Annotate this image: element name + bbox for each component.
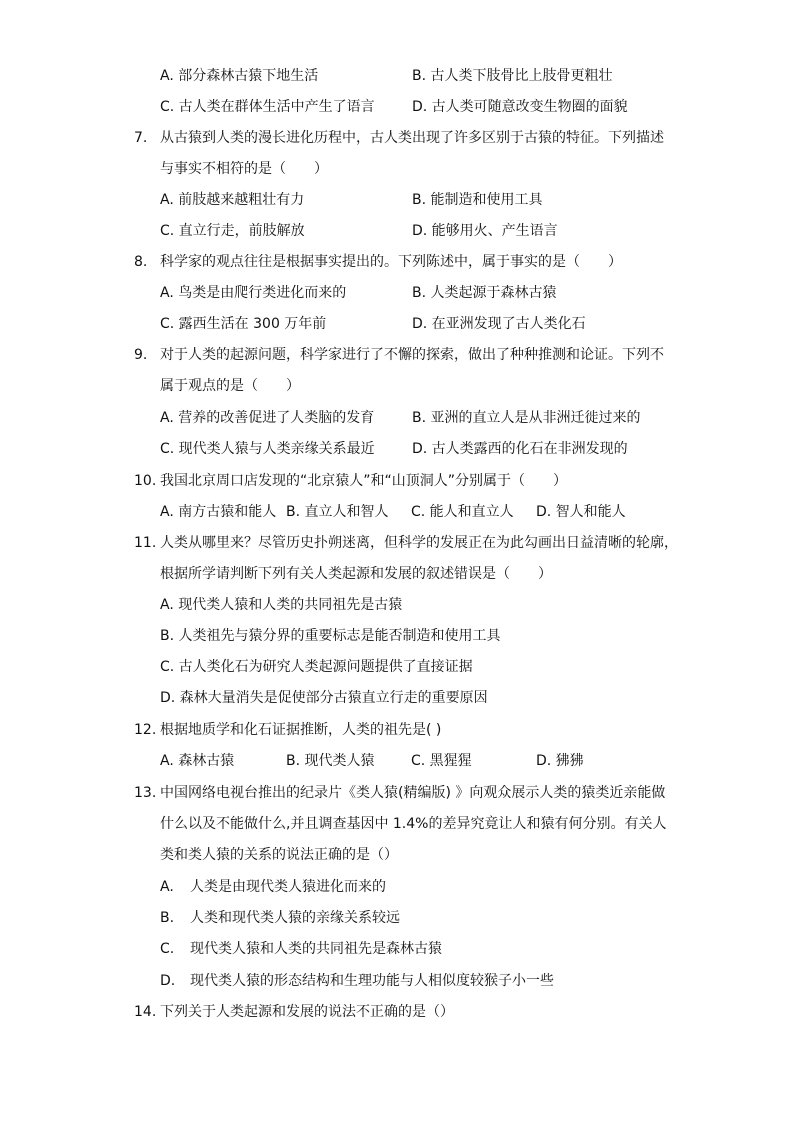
question-11-option-d-row: [0, 687, 794, 709]
question-7-option-a: A. 前肢越来越粗壮有力: [160, 192, 305, 208]
question-10-stem-line-1: [0, 470, 794, 492]
question-8-option-d: D. 在亚洲发现了古人类化石: [412, 316, 586, 332]
question-10-option-a: A. 南方古猿和能人: [160, 504, 277, 520]
question-9-stem-line-1: [0, 344, 794, 366]
question-11-stem-cont: 根据所学请判断下列有关人类起源和发展的叙述错误是（ ）: [160, 566, 552, 582]
question-13-stem-line-2: [0, 813, 794, 835]
question-6-option-c: C. 古人类在群体生活中产生了语言: [160, 99, 375, 115]
question-11-number: 11.: [134, 535, 157, 551]
question-8-number: 8.: [134, 254, 148, 270]
question-6-option-d: D. 古人类可随意改变生物圈的面貌: [412, 99, 628, 115]
question-12-option-c: C. 黑猩猩: [411, 753, 472, 769]
question-11-option-a-row: [0, 594, 794, 616]
question-13-option-c: [160, 938, 442, 960]
question-9-stem-cont: 属于观点的是（ ）: [160, 378, 300, 394]
question-12-number: 12.: [134, 722, 157, 738]
question-10-option-c: C. 能人和直立人: [411, 504, 514, 520]
question-8-option-a: A. 鸟类是由爬行类进化而来的: [160, 285, 347, 301]
question-7-option-d: D. 能够用火、产生语言: [412, 223, 558, 239]
question-11-stem-line-1: [0, 532, 794, 554]
question-13-option-d-label: D.: [160, 973, 176, 989]
question-12-option-b: B. 现代类人猿: [286, 753, 375, 769]
question-8-options-row-1: [0, 282, 794, 304]
question-13-option-c-text: 现代类人猿和人类的共同祖先是森林古猿: [190, 941, 442, 957]
question-14-stem-line-1: [0, 1001, 794, 1023]
question-12-options-row: [0, 750, 794, 772]
question-7-option-b: B. 能制造和使用工具: [412, 192, 543, 208]
question-11-option-d: D. 森林大量消失是促使部分古猿直立行走的重要原因: [160, 690, 488, 706]
question-13-option-b-row: [0, 907, 794, 929]
question-9-stem: 对于人类的起源问题，科学家进行了不懈的探索，做出了种种推测和论证。下列不: [160, 347, 664, 363]
question-11-stem: 人类从哪里来？尽管历史扑朔迷离，但科学的发展正在为此勾画出日益清晰的轮廓，: [160, 535, 678, 551]
question-9-number: 9.: [134, 347, 148, 363]
question-13-stem-cont-2: 类和类人猿的关系的说法正确的是（）: [160, 847, 398, 863]
question-11-option-b-row: [0, 625, 794, 647]
question-13-stem-line-3: [0, 844, 794, 866]
question-9-options-row-1: [0, 407, 794, 429]
question-8-option-c: C. 露西生活在 300 万年前: [160, 316, 327, 332]
question-14-number: 14.: [134, 1004, 157, 1020]
question-7-options-row-2: [0, 220, 794, 242]
question-10-option-b: B. 直立人和智人: [286, 504, 389, 520]
question-13-option-b: [160, 907, 400, 929]
question-6-option-a: A. 部分森林古猿下地生活: [160, 68, 319, 84]
question-12-stem-line-1: [0, 719, 794, 741]
question-11-option-a: A. 现代类人猿和人类的共同祖先是古猿: [160, 597, 403, 613]
question-6-options-row-1: [0, 65, 794, 87]
question-7-stem: 从古猿到人类的漫长进化历程中，古人类出现了许多区别于古猿的特征。下列描述: [160, 130, 664, 146]
question-13-option-b-label: B.: [160, 910, 175, 926]
question-13-option-b-text: 人类和现代类人猿的亲缘关系较远: [190, 910, 400, 926]
question-13-option-d: [160, 970, 554, 992]
question-7-stem-line-2: [0, 158, 794, 180]
question-8-options-row-2: [0, 313, 794, 335]
question-13-option-a-row: [0, 876, 794, 898]
question-13-stem-line-1: [0, 782, 794, 804]
question-9-option-d: D. 古人类露西的化石在非洲发现的: [412, 441, 628, 457]
question-11-option-c: C. 古人类化石为研究人类起源问题提供了直接证据: [160, 659, 473, 675]
question-13-option-a-label: A.: [160, 879, 174, 895]
question-9-option-c: C. 现代类人猿与人类亲缘关系最近: [160, 441, 375, 457]
question-6-options-row-2: [0, 96, 794, 118]
question-12-option-d: D. 狒狒: [536, 753, 584, 769]
question-7-option-c: C. 直立行走，前肢解放: [160, 223, 305, 239]
question-7-number: 7.: [134, 130, 148, 146]
question-11-stem-line-2: [0, 563, 794, 585]
question-12-option-a: A. 森林古猿: [160, 753, 235, 769]
question-7-options-row-1: [0, 189, 794, 211]
question-11-option-c-row: [0, 656, 794, 678]
question-8-stem-line-1: [0, 251, 794, 273]
question-14-stem: 下列关于人类起源和发展的说法不正确的是（）: [160, 1004, 454, 1020]
question-13-stem-cont-1: 什么以及不能做什么,并且调查基因中 1.4%的差异究竟让人和猿有何分别。有关人: [160, 816, 667, 832]
question-9-option-a: A. 营养的改善促进了人类脑的发育: [160, 410, 375, 426]
question-12-stem: 根据地质学和化石证据推断，人类的祖先是( ): [160, 722, 442, 738]
question-7-stem-cont: 与事实不相符的是（ ）: [160, 161, 328, 177]
question-8-stem: 科学家的观点往往是根据事实提出的。下列陈述中，属于事实的是（ ）: [160, 254, 622, 270]
question-10-options-row: [0, 501, 794, 523]
question-13-option-d-text: 现代类人猿的形态结构和生理功能与人相似度较猴子小一些: [190, 973, 554, 989]
question-13-option-d-row: [0, 970, 794, 992]
question-13-option-a: [160, 876, 386, 898]
question-9-stem-line-2: [0, 375, 794, 397]
question-10-stem: 我国北京周口店发现的“北京猿人”和“山顶洞人”分别属于（ ）: [160, 473, 568, 489]
question-11-option-b: B. 人类祖先与猿分界的重要标志是能否制造和使用工具: [160, 628, 501, 644]
question-7-stem-line-1: [0, 127, 794, 149]
question-13-option-c-label: C.: [160, 941, 175, 957]
question-13-number: 13.: [134, 785, 157, 801]
question-13-option-c-row: [0, 938, 794, 960]
question-9-options-row-2: [0, 438, 794, 460]
question-10-option-d: D. 智人和能人: [536, 504, 626, 520]
question-10-number: 10.: [134, 473, 157, 489]
question-8-option-b: B. 人类起源于森林古猿: [412, 285, 557, 301]
question-13-option-a-text: 人类是由现代类人猿进化而来的: [190, 879, 386, 895]
question-13-stem: 中国网络电视台推出的纪录片《类人猿(精编版) 》向观众展示人类的猿类近亲能做: [160, 785, 666, 801]
question-6-option-b: B. 古人类下肢骨比上肢骨更粗壮: [412, 68, 613, 84]
question-9-option-b: B. 亚洲的直立人是从非洲迁徙过来的: [412, 410, 641, 426]
